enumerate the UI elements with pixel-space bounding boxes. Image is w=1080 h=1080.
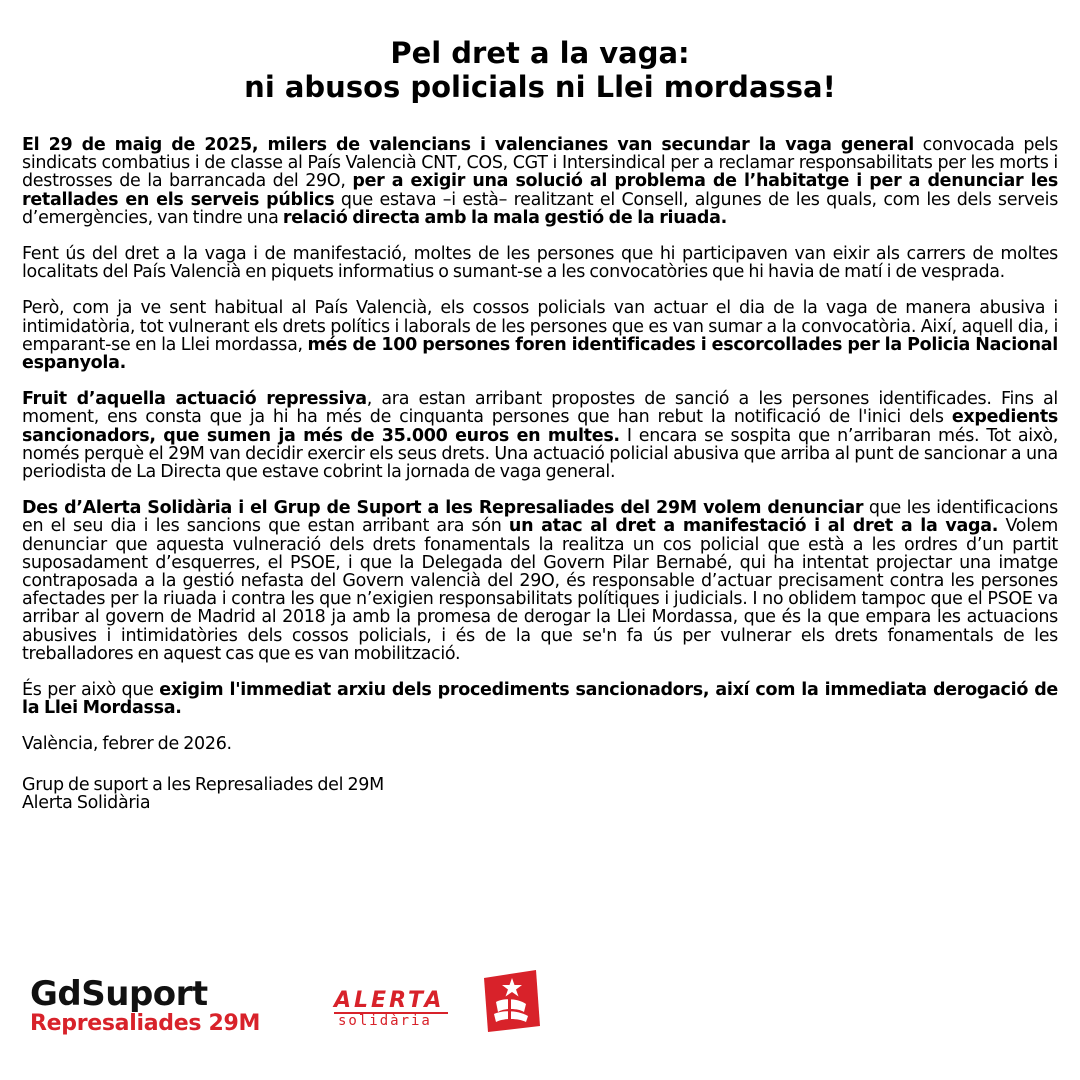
title-line-1: Pel dret a la vaga: (390, 36, 690, 70)
signature-line: Grup de suport a les Represaliades del 29M (22, 774, 384, 795)
document-body (22, 136, 1058, 812)
text-run: , ara estan arribant propostes de sanció a les persones identificades. Fins al moment, ens consta que ja hi ha més de cinquanta persones que han rebut la notificació de l'inici dels (22, 389, 1058, 428)
text-run: convocada pels sindicats combatius i de classe al País Valencià CNT, COS, CGT i Intersindical per a reclamar responsabilitats per les morts i destrosses de la barrancada del 29O, (22, 135, 1058, 192)
text-run: És per això que (22, 680, 160, 701)
title-line-2: ni abusos policials ni Llei mordassa! (244, 70, 836, 104)
text-run: I encara se sospita que n’arribaran més. Tot això, només perquè el 29M van decidir exercir els seus drets. Una actuació policial abusiva que arriba al punt de sancionar a una periodista de La Directa que estave cobrint la jornada de vaga general. (22, 425, 1058, 483)
bold-text: Fruit d’aquella actuació repressiva (22, 389, 367, 410)
solidaria-logo-word: solidària (338, 1013, 432, 1029)
gdsuport-logo (30, 976, 260, 1036)
signature-line: Alerta Solidària (22, 792, 151, 813)
bold-text: Des d’Alerta Solidària i el Grup de Suport a les Represaliades del 29M volem denunciar (22, 498, 864, 519)
fist-star-icon (478, 968, 542, 1034)
bold-text: expedients sancionadors, que sumen ja més de 35.000 euros en multes. (22, 407, 1058, 446)
bold-text: més de 100 persones foren identificades i escorcollades per la Policia Nacional espanyola. (22, 334, 1058, 374)
document-title (0, 36, 1080, 104)
paragraph (22, 299, 1058, 372)
paragraph (22, 245, 1058, 281)
text-run: que estava –i està– realitzant el Consell, algunes de les quals, com les dels serveis d’emergències, van tindre una (22, 189, 1059, 228)
text-run: Però, com ja ve sent habitual al País Valencià, els cossos policials van actuar el dia de la vaga de manera abusiva i intimidatòria, tot vulnerant els drets polítics i laborals de les persones que es van sumar a la convocatòria. Així, aquell dia, i emparant-se en la Llei mordassa, (22, 298, 1058, 355)
bold-text: exigim l'immediat arxiu dels procediments sancionadors, així com la immediata derogació de la Llei Mordassa. (22, 680, 1058, 719)
paragraph (22, 390, 1058, 481)
gdsuport-logo-subtitle: Represaliades 29M (30, 1011, 261, 1036)
text-run: Fent ús del dret a la vaga i de manifestació, moltes de les persones que hi participaven van eixir als carrers de moltes localitats del País Valencià en piquets informatius o sumant-se a les convocatòries que hi havia de matí i de vesprada. (22, 244, 1058, 283)
bold-text: per a exigir una solució al problema de l’habitatge i per a denunciar les retallades en els serveis públics (22, 171, 1058, 210)
text-run: Volem denunciar que aquesta vulneració dels drets fonamentals la realitza un cos policial que està a les ordres d’un partit suposadament d’esquerres, el PSOE, i que la Delegada del Govern Pilar Bernabé, qui ha intentat projectar una imatge contraposada a la gestió nefasta del Govern valencià del 29O, és responsable d’actuar precisament contra les persones afectades per la riuada i contra les que n’exigien responsabilitats polítiques i judicials. I no oblidem tampoc que el PSOE va arribar al govern de Madrid al 2018 ja amb la promesa de derogar la Llei Mordassa, que és la que empara les actuacions abusives i intimidatòries dels cossos policials, i és de la que se'n fa ús per vulnerar els drets fonamentals de les treballadores en aquest cas que es van mobilització. (22, 516, 1058, 664)
alerta-solidaria-logo (328, 968, 548, 1038)
paragraph (22, 136, 1058, 227)
place-date: València, febrer de 2026. (22, 734, 232, 755)
gdsuport-logo-title: GdSuport (30, 974, 208, 1014)
paragraph (22, 499, 1058, 663)
paragraph (22, 681, 1058, 717)
bold-text: El 29 de maig de 2025, milers de valencians i valencianes van secundar la vaga general (22, 135, 914, 155)
signature-block (22, 776, 1058, 812)
alerta-logo-word: ALERTA (334, 990, 448, 1014)
bold-text: relació directa amb la mala gestió de la riuada. (282, 207, 728, 228)
bold-text: un atac al dret a manifestació i al dret a la vaga. (508, 516, 999, 537)
text-run: que les identificacions en el seu dia i les sancions que estan arribant ara són (22, 498, 1058, 537)
